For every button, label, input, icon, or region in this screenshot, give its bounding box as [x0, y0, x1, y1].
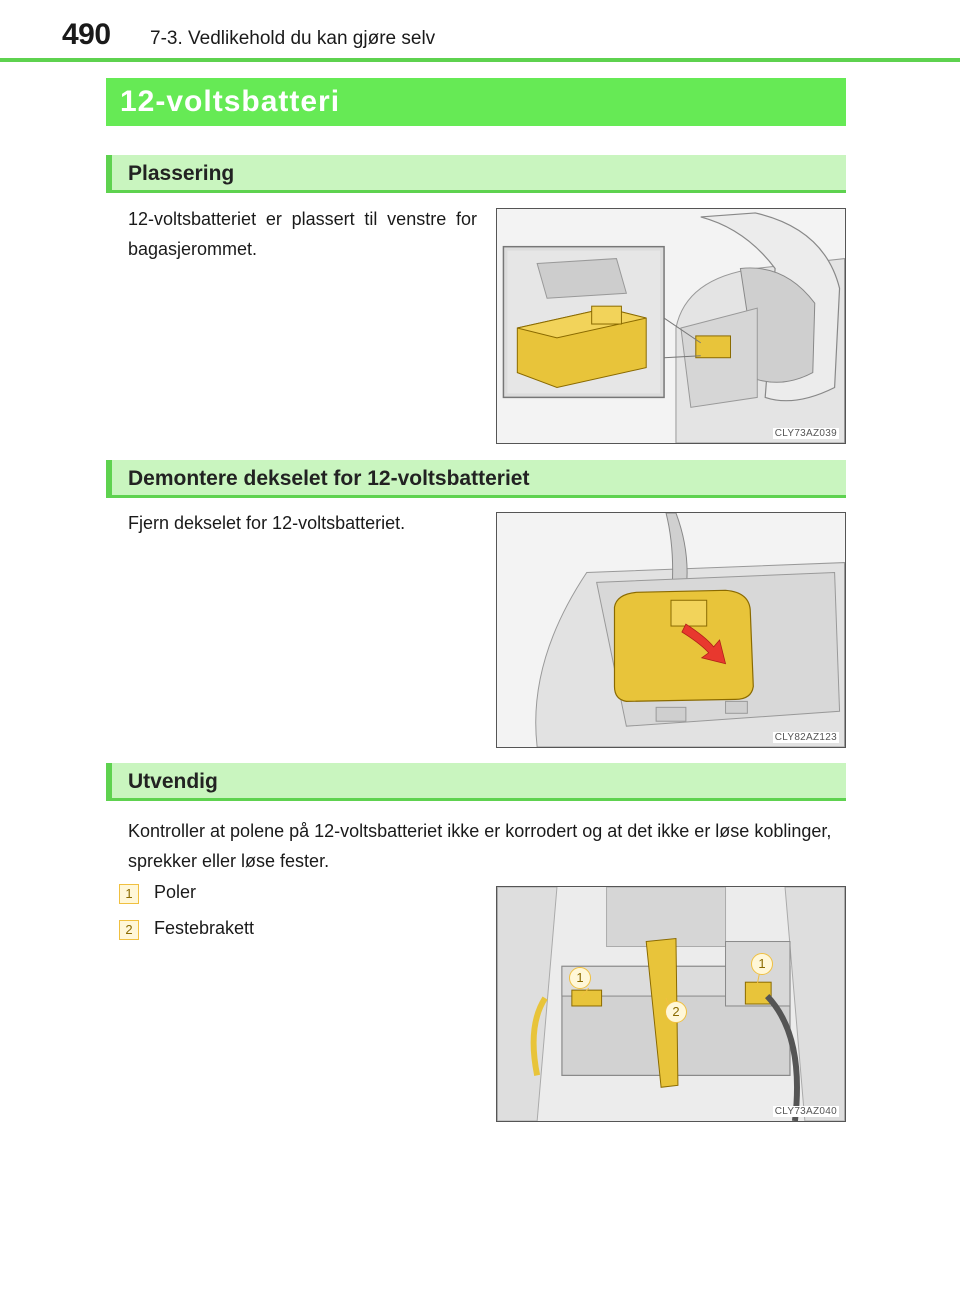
subheading-cover-label: Demontere dekselet for 12-voltsbatteriet: [128, 467, 530, 490]
list-label-poles: Poler: [154, 882, 197, 902]
subheading-location-label: Plassering: [128, 162, 235, 185]
section-title: 12-voltsbatteri: [120, 85, 341, 118]
figure-code: CLY73AZ040: [774, 1106, 837, 1117]
list-label-bracket: Festebrakett: [154, 918, 255, 938]
header-rule: [0, 58, 960, 62]
chapter-title: 7-3. Vedlikehold du kan gjøre selv: [150, 28, 436, 49]
figure-cover-removal: [496, 512, 846, 748]
list-number-2: 2: [119, 920, 139, 940]
subheading-location: [106, 155, 846, 193]
list-number-1: 1: [119, 884, 139, 904]
figure-battery-exterior: [496, 886, 846, 1122]
figure-code: CLY82AZ123: [774, 732, 837, 743]
subheading-exterior: [106, 763, 846, 801]
callout-pole-right: 1: [751, 953, 773, 975]
cover-text: Fjern dekselet for 12-voltsbatteriet.: [128, 513, 406, 533]
callout-pole-left: 1: [569, 967, 591, 989]
exterior-text: Kontroller at polene på 12-voltsbatteriet ikke er korrodert og at det ikke er løse koblinger, sprekker eller løse fester.: [128, 821, 832, 871]
section-banner: [106, 78, 846, 126]
subheading-cover: [106, 460, 846, 498]
figure-battery-location: [496, 208, 846, 444]
figure-code: CLY73AZ039: [774, 428, 837, 439]
callout-bracket: 2: [665, 1001, 687, 1023]
page-number: 490: [62, 18, 111, 51]
cover-removal-illustration: [497, 513, 845, 747]
location-text: 12-voltsbatteriet er plassert til venstre for bagasjerommet.: [128, 209, 477, 259]
battery-location-illustration: [497, 209, 845, 443]
subheading-exterior-label: Utvendig: [128, 770, 218, 793]
